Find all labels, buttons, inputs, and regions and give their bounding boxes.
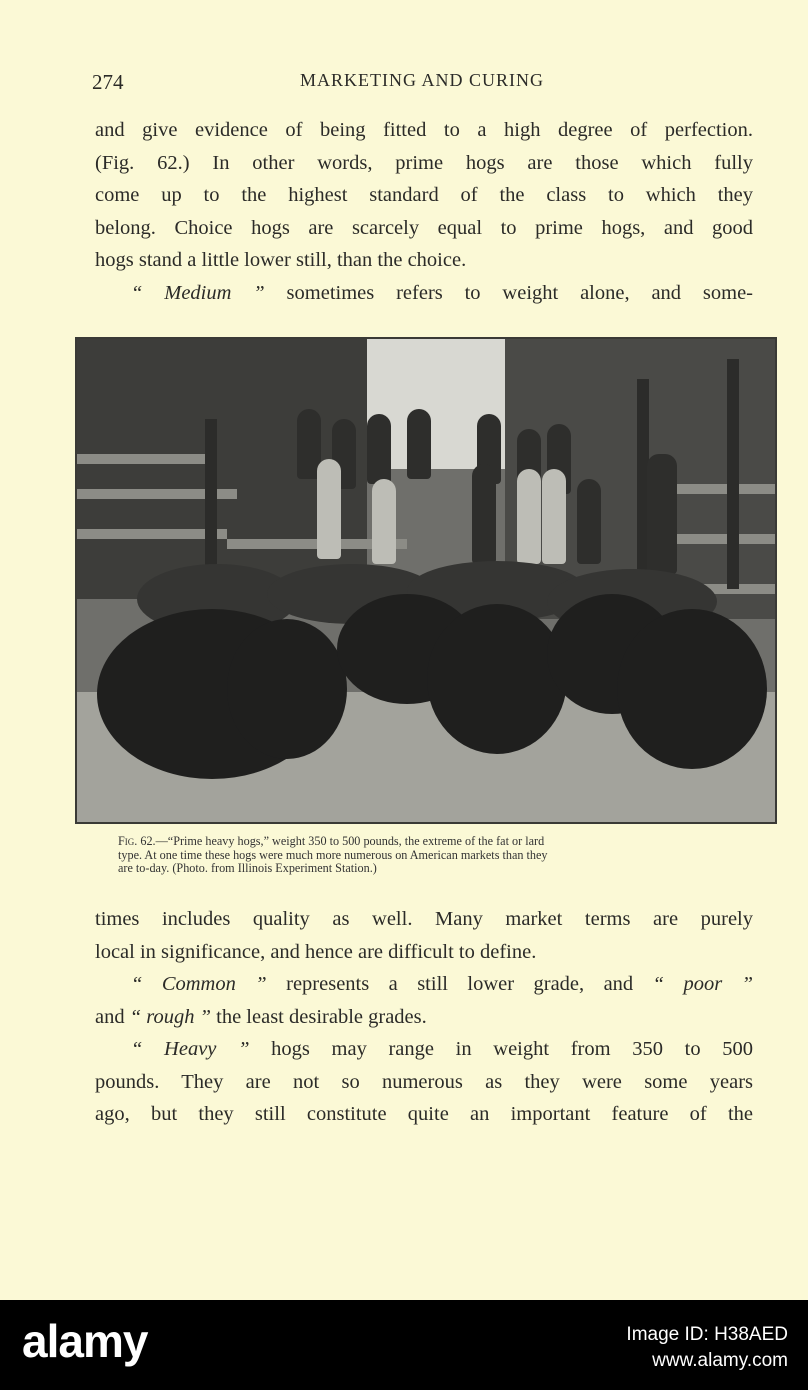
text-after-figure (95, 903, 753, 1131)
heavy-text: hogs may range in weight from 350 to 500 (249, 1038, 753, 1060)
photo-man (577, 479, 601, 564)
term-medium: “ Medium ” (131, 281, 265, 304)
page-number: 274 (92, 70, 124, 94)
text-line: and give evidence of being fitted to a high degree of perfection. (95, 119, 753, 141)
stock-url: www.alamy.com (652, 1350, 788, 1371)
caption-line (118, 835, 758, 849)
photo-fence-rail (665, 484, 775, 494)
photo-man (472, 464, 496, 564)
medium-text: sometimes refers to weight alone, and some- (264, 281, 753, 304)
page-header (92, 70, 752, 100)
stock-banner (0, 1300, 808, 1390)
figure-label: Fig. 62. (118, 834, 156, 848)
alamy-logo: alamy (22, 1315, 148, 1367)
term-poor: “ poor ” (652, 973, 754, 995)
photo-man (647, 454, 677, 574)
text-before-figure (95, 114, 753, 309)
photo-hog (227, 619, 347, 759)
and-word: and (95, 1005, 130, 1028)
text-line: come up to the highest standard of the class to which they (95, 184, 753, 206)
term-common: “ Common ” (131, 973, 267, 995)
term-heavy: “ Heavy ” (131, 1038, 250, 1060)
photo-fence-rail (77, 454, 217, 464)
heavy-paragraph (95, 1033, 753, 1066)
caption-line: are to-day. (Photo. from Illinois Experiment Station.) (118, 861, 377, 875)
common-text: represents a still lower grade, and (266, 973, 653, 995)
running-head: MARKETING AND CURING (300, 70, 544, 90)
photo-man (407, 409, 431, 479)
medium-paragraph (95, 277, 753, 310)
caption-line: type. At one time these hogs were much more numerous on American markets than they (118, 847, 548, 862)
text-line: ago, but they still constitute quite an important feature of the (95, 1103, 753, 1125)
figure-caption (118, 835, 758, 876)
photo-fence-post (205, 419, 217, 569)
text-line: hogs stand a little lower still, than the choice. (95, 249, 467, 271)
photo-fence-post (727, 359, 739, 589)
photo-man (372, 479, 396, 564)
photo-hog (617, 609, 767, 769)
rough-line (95, 1001, 753, 1034)
text-line: pounds. They are not so numerous as they were some years (95, 1070, 753, 1093)
figure-photo-prime-heavy-hogs (75, 337, 777, 824)
photo-man (517, 469, 541, 564)
image-id: Image ID: H38AED (626, 1324, 788, 1345)
text-line: times includes quality as well. Many market terms are purely (95, 908, 753, 930)
caption-text: —“Prime heavy hogs,” weight 350 to 500 pounds, the extreme of the fat or lard (155, 834, 545, 848)
photo-man (542, 469, 566, 564)
text-line: belong. Choice hogs are scarcely equal to prime hogs, and good (95, 216, 753, 239)
term-rough: “ rough ” (129, 1005, 212, 1028)
photo-man (367, 414, 391, 484)
rough-text: the least desirable grades. (211, 1005, 427, 1028)
photo-hog (427, 604, 567, 754)
photo-fence-rail (665, 534, 775, 544)
text-line: (Fig. 62.) In other words, prime hogs are those which fully (95, 151, 753, 174)
photo-man (317, 459, 341, 559)
text-line: local in significance, and hence are difficult to define. (95, 940, 537, 963)
common-paragraph (95, 968, 753, 1001)
